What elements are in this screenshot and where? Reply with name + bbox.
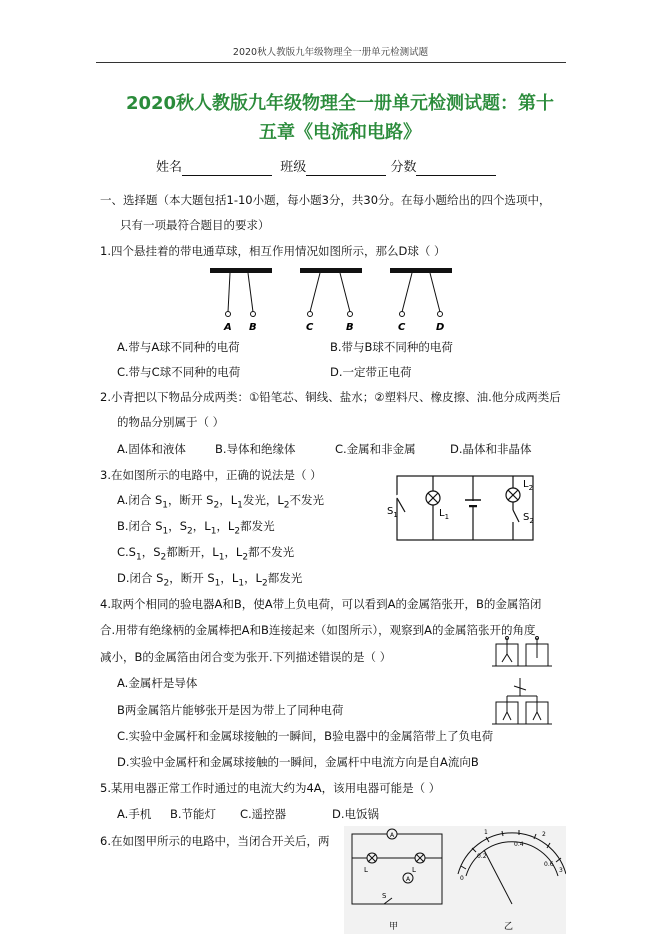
q1-support-3: [390, 268, 452, 273]
q2-option-d: D.晶体和非晶体: [450, 442, 532, 456]
q6-tick-6: 0.6: [544, 861, 554, 868]
q6-stem: 6.在如图甲所示的电路中，当闭合开关后，两: [100, 834, 330, 848]
q6-tick-4: 0.2: [477, 853, 487, 860]
q1-label-1: B: [249, 322, 257, 333]
q1-label-3: B: [346, 322, 354, 333]
q4-electroscope-figure: [492, 636, 554, 736]
q3-l1-label: $L_1$: [439, 508, 450, 521]
q3-option-c: $C.S_1$，$S_2$都断开，$L_1$，$L_2$都不发光: [117, 545, 295, 563]
q6-ammeter-a1: A: [390, 832, 395, 839]
q4-option-a: A.金属杆是导体: [117, 676, 198, 690]
q3-option-d: D.闭合 $S_2$，断开 $S_1$，$L_1$，$L_2$都发光: [117, 571, 303, 589]
q5-stem: 5.某用电器正常工作时通过的电流大约为4A，该用电器可能是（ ）: [100, 781, 441, 795]
q2-option-a: A.固体和液体: [117, 442, 186, 456]
q5-option-c: C.遥控器: [240, 807, 287, 821]
q6-yi-label: 乙: [504, 922, 514, 932]
q3-s1-label: $S_1$: [387, 506, 398, 519]
page-header: 2020秋人教版九年级物理全一册单元检测试题: [232, 47, 429, 58]
q1-option-a: A.带与A球不同种的电荷: [117, 340, 240, 354]
q3-stem: 3.在如图所示的电路中，正确的说法是（ ）: [100, 468, 322, 482]
info-line: [156, 156, 496, 176]
q1-label-4: C: [398, 322, 406, 333]
q2-stem-1: 2.小青把以下物品分成两类：①铅笔芯、铜线、盐水；②塑料尺、橡皮擦、油.他分成两类后: [100, 390, 561, 404]
q2-option-c: C.金属和非金属: [335, 442, 416, 456]
q6-figure: [344, 826, 566, 934]
section-1-line-1: 一、选择题（本大题包括1-10小题，每小题3分，共30分。在每小题给出的四个选项中，: [100, 193, 551, 207]
q1-stem: 1.四个悬挂着的带电通草球，相互作用情况如图所示，那么D球（ ）: [100, 244, 446, 258]
q2-stem-2: 的物品分别属于（ ）: [117, 415, 225, 429]
q1-support-2: [300, 268, 362, 273]
q3-circuit-figure: [385, 470, 545, 545]
q3-s2-label: $S_2$: [523, 512, 534, 525]
q4-option-b: B两金属箔片能够张开是因为带上了同种电荷: [117, 703, 344, 717]
q6-tick-3: 3: [559, 867, 563, 874]
q6-ammeter-a2: A: [406, 876, 411, 883]
q5-option-b: B.节能灯: [170, 807, 217, 821]
q6-l2-label: L: [412, 866, 416, 874]
q1-option-b: B.带与B球不同种的电荷: [330, 340, 453, 354]
q6-tick-0: 0: [460, 875, 464, 882]
q4-stem-3: 减小，B的金属箔由闭合变为张开.下列描述错误的是（ ）: [100, 650, 392, 664]
q5-option-d: D.电饭锅: [332, 807, 380, 821]
q6-l1-label: L: [364, 866, 368, 874]
q1-support-1: [210, 268, 272, 273]
q6-tick-5: 0.4: [514, 841, 524, 848]
q5-option-a: A.手机: [117, 807, 152, 821]
class-field[interactable]: [306, 160, 386, 176]
class-label: 班级: [280, 160, 307, 175]
q1-label-2: C: [306, 322, 314, 333]
name-field[interactable]: [182, 160, 272, 176]
q6-switch-label: S: [382, 892, 387, 900]
q6-tick-2: 2: [542, 831, 546, 838]
q6-jia-label: 甲: [389, 922, 399, 932]
q1-balls-figure: [200, 262, 470, 334]
name-label: 姓名: [156, 160, 183, 175]
q4-option-d: D.实验中金属杆和金属球接触的一瞬间，金属杆中电流方向是自A流向B: [117, 755, 479, 769]
q1-option-d: D.一定带正电荷: [330, 365, 412, 379]
q6-tick-1: 1: [484, 829, 488, 836]
q3-option-b: B.闭合 $S_1$，$S_2$，$L_1$，$L_2$都发光: [117, 519, 275, 537]
q4-stem-1: 4.取两个相同的验电器A和B，使A带上负电荷，可以看到A的金属箔张开，B的金属箔闭: [100, 597, 542, 611]
q4-stem-2: 合.用带有绝缘柄的金属棒把A和B连接起来（如图所示），观察到A的金属箔张开的角度: [100, 623, 536, 637]
q2-option-b: B.导体和绝缘体: [215, 442, 296, 456]
q1-label-5: D: [436, 322, 445, 333]
q3-option-a: A.闭合 $S_1$，断开 $S_2$，$L_1$发光，$L_2$不发光: [117, 493, 325, 511]
header-rule: [96, 62, 566, 63]
q3-l2-label: $L_2$: [523, 479, 534, 492]
score-field[interactable]: [416, 160, 496, 176]
q1-option-c: C.带与C球不同种的电荷: [117, 365, 241, 379]
section-1-line-2: 只有一项最符合题目的要求）: [120, 218, 270, 232]
title-line-2: 五章《电流和电路》: [259, 122, 421, 143]
q4-option-c: C.实验中金属杆和金属球接触的一瞬间，B验电器中的金属箔带上了负电荷: [117, 729, 494, 743]
q1-label-0: A: [224, 322, 232, 333]
score-label: 分数: [390, 160, 417, 175]
title-line-1: 2020秋人教版九年级物理全一册单元检测试题：第十: [125, 93, 555, 114]
